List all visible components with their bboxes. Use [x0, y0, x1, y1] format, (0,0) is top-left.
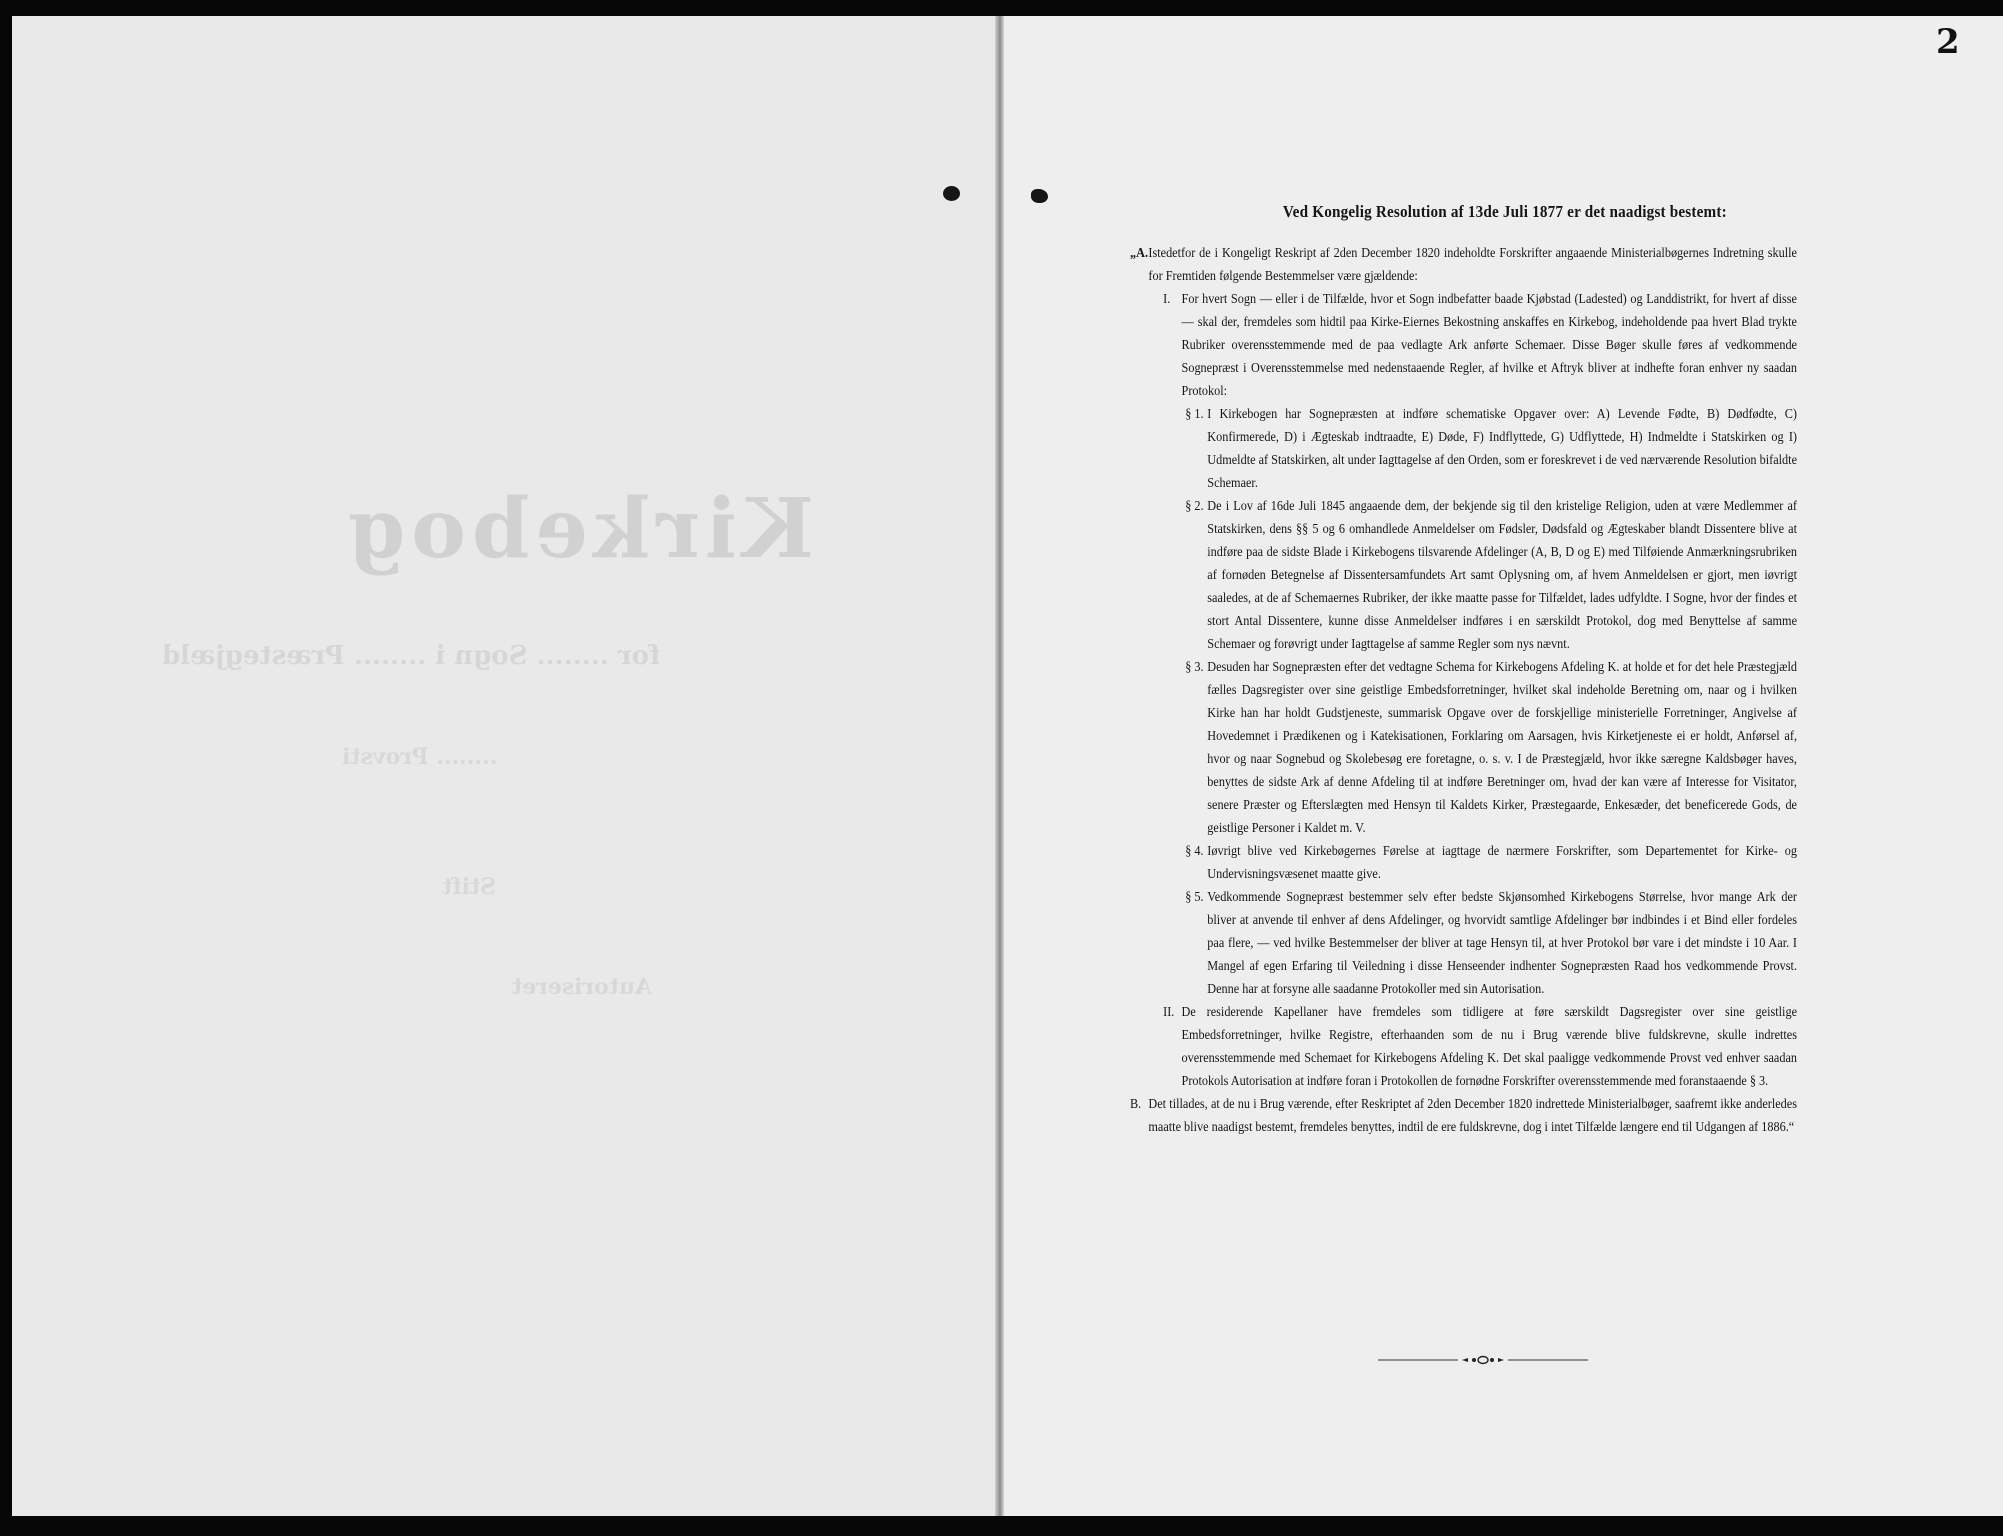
paragraph-1	[1130, 402, 1797, 494]
paragraph-text: De i Lov af 16de Juli 1845 angaaende dem, der bekjende sig til den kristelige Religion, uden at være Medlemmer af Statskirken, dens §§ 5 og 6 omhandlede Anmeldelser om Fødsler, Dødsfald og Ægteskaber blandt Dissentere blive at indføre paa de sidste Blade i Kirkebogens tilsvarende Afdelinger (A, B, D og E) med Tilføiende Anmærkningsrubriken af fornøden Betegnelse af Dissentersamfundets Art samt Oplysning om, af hvem Anmeldelsen er gjort, men iøvrigt saaledes, at de af Schemaernes Rubriker, der ikke maatte passe for Tilfældet, lades udfyldte. I Sogne, hvor der findes et stort Antal Dissentere, kunne disse Anmeldelser indføres i en særskildt Protokol, dog med Benyttelse af samme Schemaer og forøvrigt under Iagttagelse af samme Regler som nys nævnt.	[1207, 498, 1797, 651]
bleed-through-line: Autoriseret	[512, 974, 652, 1000]
paragraph-4	[1130, 839, 1797, 885]
paragraph-5	[1130, 885, 1797, 1000]
left-page	[12, 16, 1000, 1516]
section-ii	[1130, 1000, 1797, 1092]
document-heading: Ved Kongelig Resolution af 13de Juli 1877 er det naadigst bestemt:	[1282, 202, 1727, 221]
section-b	[1130, 1092, 1797, 1138]
section-a	[1130, 241, 1797, 287]
section-marker: B.	[1130, 1096, 1142, 1111]
paragraph-3	[1130, 655, 1797, 839]
paragraph-text: I Kirkebogen har Sognepræsten at indføre schematiske Opgaver over: A) Levende Fødte, B) Dødfødte, C) Konfirmerede, D) i Ægteskab indtraadte, E) Døde, F) Indflyttede, G) Udflyttede, H) Indmeldte i Statskirken og I) Udmeldte af Statskirken, alt under Iagttagelse af den Orden, som er foreskrevet i de ved nærværende Resolution bifaldte Schemaer.	[1207, 406, 1797, 490]
paragraph-text: Iøvrigt blive ved Kirkebøgernes Førelse at iagttage de nærmere Forskrifter, som Departementet for Kirke- og Undervisningsvæsenet maatte give.	[1207, 843, 1797, 881]
paragraph-2	[1130, 494, 1797, 655]
bleed-through-title: Kirkebog	[342, 481, 814, 577]
section-marker: II.	[1163, 1004, 1175, 1019]
section-text: Det tillades, at de nu i Brug værende, efter Reskriptet af 2den December 1820 indrettede Ministerialbøger, saafremt ikke anderledes maatte blive naadigst bestemt, fremdeles benyttes, indtil de ere fuldskrevne, dog i intet Tilfælde længere end til Udgangen af 1886.“	[1148, 1096, 1797, 1134]
paragraph-marker: § 1.	[1185, 406, 1204, 421]
section-marker: „A.	[1130, 245, 1149, 260]
paragraph-text: Vedkommende Sognepræst bestemmer selv efter bedste Skjønsomhed Kirkebogens Størrelse, hvor mange Ark der bliver at anvende til enhver af dens Afdelinger, og hvorvidt samtlige Afdelinger bør indbindes i et Bind eller fordeles paa flere, — ved hvilke Bestemmelser der bliver at tage Hensyn til, at hver Protokol bør vare i det mindste i 10 Aar. I Mangel af egen Erfaring til Veiledning i disse Henseender indhenter Sognepræsten Raad hos vedkommende Provst. Denne har at forsyne alle saadanne Protokoller med sin Autorisation.	[1207, 889, 1797, 996]
section-marker: I.	[1163, 291, 1171, 306]
paragraph-marker: § 3.	[1185, 659, 1204, 674]
bleed-through-line: for ........ Sogn i ........ Præstegjæld	[162, 641, 661, 671]
book-gutter	[995, 16, 1004, 1516]
paragraph-marker: § 5.	[1185, 889, 1204, 904]
section-text: De residerende Kapellaner have fremdeles som tidligere at føre særskildt Dagsregister over sine geistlige Embedsforretninger, hvilke Registre, efterhaanden som de nu i Brug værende blive fuldskrevne, skulle indrettes overensstemmende med Schemaet for Kirkebogens Afdeling K. Det skal paaligge vedkommende Provst ved enhver saadan Protokols Autorisation at indføre foran i Protokollen de fornødne Forskrifter overensstemmende med foranstaaende § 3.	[1181, 1004, 1797, 1088]
paragraph-marker: § 4.	[1185, 843, 1204, 858]
bleed-through-line: ........ Provsti	[342, 744, 498, 770]
paragraph-text: Desuden har Sognepræsten efter det vedtagne Schema for Kirkebogens Afdeling K. at holde et for det hele Præstegjæld fælles Dagsregister over sine geistlige Embedsforretninger, hvilket skal indeholde Beretning om, naar og i hvilken Kirke han har holdt Gudstjeneste, summarisk Opgave over de forskjellige ministerielle Forretninger, Angivelse af Hovedemnet i Prædikenen og i Katekisationen, Forklaring om Aarsagen, hvis Kirketjeneste ei er holdt, Anførsel af, hvor og naar Sognebud og Skolebesøg ere foretagne, o. s. v. I de Præstegjæld, hvor ikke særegne Kaldsbøger haves, benyttes de sidste Ark af denne Afdeling til at indføre Beretninger om, hvad der kan være af Interesse for Visitator, senere Præster og Efterslægten med Hensyn til Kaldets Kirker, Præstegaarde, Enkesæder, det beneficerede Gods, de geistlige Personer i Kaldet m. V.	[1207, 659, 1797, 835]
section-text: For hvert Sogn — eller i de Tilfælde, hvor et Sogn indbefatter baade Kjøbstad (Ladested) og Landdistrikt, for hvert af disse — skal der, fremdeles som hidtil paa Kirke-Eiernes Bekostning anskaffes en Kirkebog, indeholdende paa hvert Blad trykte Rubriker overensstemmende med de paa vedlagte Ark anførte Schemaer. Disse Bøger skulle føres af vedkommende Sognepræst i Overensstemmelse med nedenstaaende Regler, af hvilke et Aftryk bliver at indhefte foran enhver ny saadan Protokol:	[1181, 291, 1797, 398]
binding-hole	[943, 186, 960, 201]
ornament-divider-icon	[1378, 1354, 1588, 1366]
page-number: 2	[1936, 22, 1960, 62]
section-i	[1130, 287, 1797, 402]
binding-hole	[1031, 189, 1048, 203]
bleed-through-line: Stift	[442, 874, 497, 900]
resolution-text	[1130, 200, 1797, 1138]
section-text: Istedetfor de i Kongeligt Reskript af 2den December 1820 indeholdte Forskrifter angaaende Ministerialbøgernes Indretning skulle for Fremtiden følgende Bestemmelser være gjældende:	[1148, 245, 1797, 283]
paragraph-marker: § 2.	[1185, 498, 1204, 513]
